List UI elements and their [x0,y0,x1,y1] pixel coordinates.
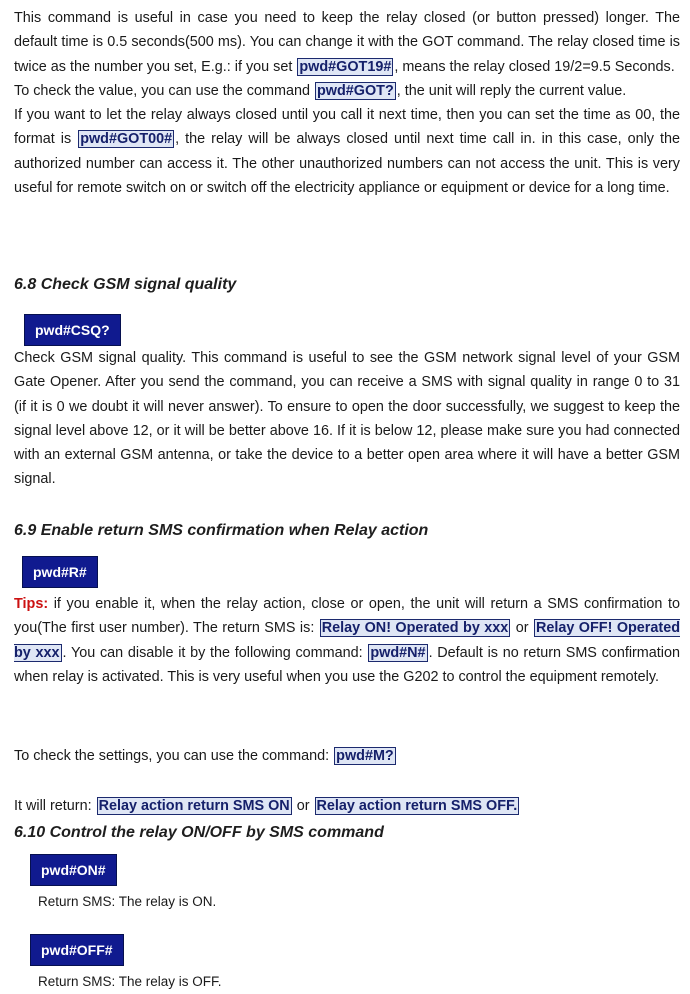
text-run: This command is useful in case you need to keep the relay closed (or button pressed) longer. The default time is 0.5 seconds(500 ms). You can change it with the GOT command. The relay closed time is twice as the number you set, E.g.: if you set [14,10,680,75]
check-settings-line [14,744,680,768]
command-box-on: pwd#ON# [30,854,117,886]
code-n: pwd#N# [370,644,426,661]
tips-section [14,592,680,689]
section-6-8-body [14,346,680,492]
text-run: , the unit will reply the current value. [396,82,627,99]
return-off-text: Return SMS: The relay is OFF. [38,974,222,989]
return-paragraph [14,794,680,818]
got-paragraph [14,6,680,79]
text-run: or [292,798,314,814]
text-run: . You can disable it by the following command: [62,644,368,661]
command-box-csq: pwd#CSQ? [24,314,121,346]
check-paragraph [14,744,680,768]
text-run: To check the settings, you can use the command: [14,748,334,764]
text-run: if you enable it, when the relay action, close or open, the unit will return a SMS confirmation to you(The first user number). The return SMS is: [14,596,680,637]
tips-paragraph [14,592,680,689]
return-line [14,794,680,818]
section-heading-6-10: 6.10 Control the relay ON/OFF by SMS command [14,824,384,841]
code-got19: pwd#GOT19# [299,58,392,75]
code-relay-off: Relay OFF! Operated by xxx [14,620,680,661]
code-sms-on: Relay action return SMS ON [98,798,290,814]
code-relay-on: Relay ON! Operated by xxx [321,620,509,637]
text-run: , means the relay closed 19/2=9.5 Seconds. [394,58,675,75]
code-m-query: pwd#M? [336,748,394,764]
section-heading-6-9: 6.9 Enable return SMS confirmation when Relay action [14,522,429,539]
tips-label: Tips: [14,596,49,612]
got00-paragraph [14,103,680,200]
intro-section [14,6,680,200]
command-box-r: pwd#R# [22,556,98,588]
csq-paragraph: Check GSM signal quality. This command is useful to see the GSM network signal level of your GSM Gate Opener. After you send the command, you can receive a SMS with signal quality in range 0 to 31 (if it is 0 we doubt it will never answer). To ensure to open the door successfully, we suggest to keep the signal level above 12, or it will be better above 16. If it is below 12, please make sure you had connected with an external GSM antenna, or take the device to a better open area where it will have a better GSM signal. [14,350,680,488]
command-box-off: pwd#OFF# [30,934,124,966]
code-sms-off: Relay action return SMS OFF. [316,798,518,814]
code-got-query: pwd#GOT? [316,82,394,99]
got-check-paragraph [14,79,680,103]
text-run: or [511,620,533,637]
return-on-text: Return SMS: The relay is ON. [38,894,217,909]
text-run: , the relay will be always closed until next time call in. in this case, only the authorized number can access it. The other unauthorized numbers can not access the unit. This is very useful for remote switch on or switch off the electricity appliance or equipment or device for a long time. [14,131,680,197]
text-run: To check the value, you can use the command [14,82,314,99]
code-got00: pwd#GOT00# [80,131,173,148]
section-heading-6-8: 6.8 Check GSM signal quality [14,276,237,293]
text-run: It will return: [14,798,96,814]
text-run: If you want to let the relay always closed until you call it next time, then you can set the time as 00, the format is [14,107,680,148]
text-run: . Default is no return SMS confirmation when relay is activated. This is very useful when you use the G202 to control the equipment remotely. [14,644,680,685]
